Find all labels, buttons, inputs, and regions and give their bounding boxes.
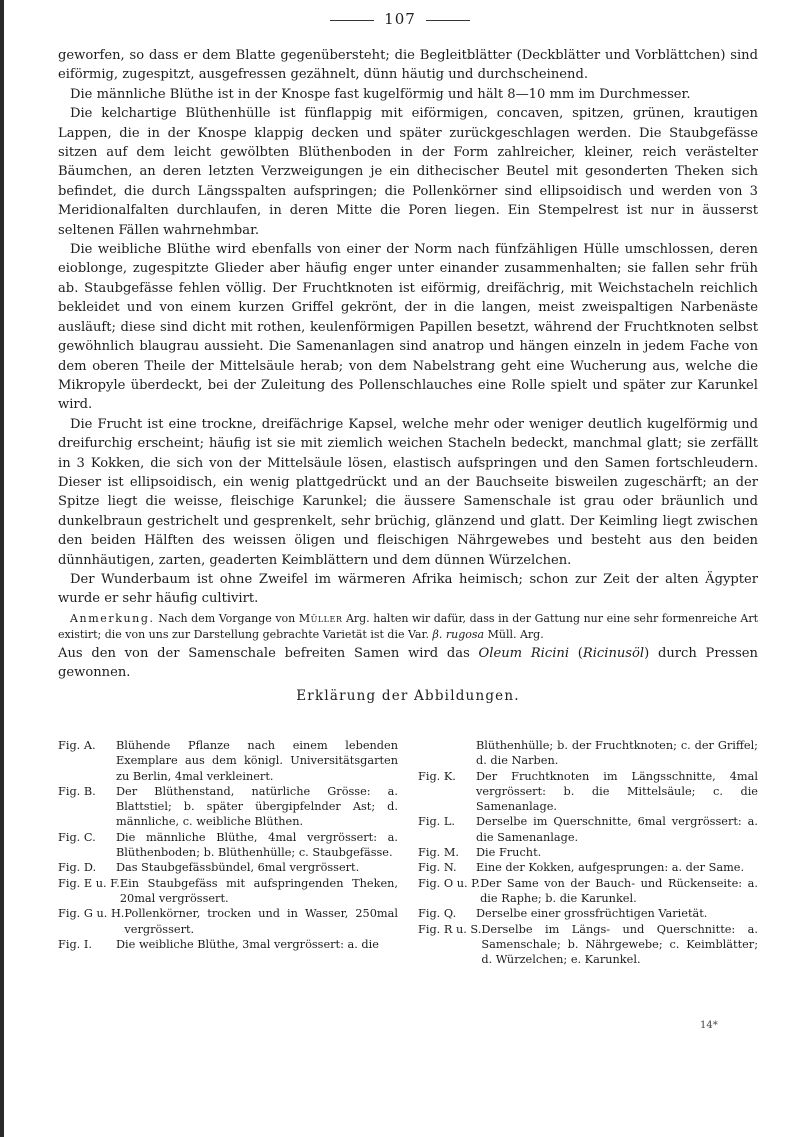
caption-label: Fig. N. [418,861,457,875]
caption-text: Die Frucht. [476,846,542,860]
caption-text: Blühende Pflanze nach einem lebenden Exemplare aus dem königl. Universitätsgarten zu Berlin, 4mal verkleinert. [116,739,398,783]
note-text-a: Nach dem Vorgange von [158,611,296,625]
caption-text: Das Staubgefässbündel, 6mal vergrössert. [116,861,360,875]
header-rule-right [426,20,470,21]
captions-title: Erklärung der Abbildungen. [296,687,520,704]
caption-label: Fig. I. [58,937,92,951]
caption-text: Der Same von der Bauch- und Rückenseite: a. die Raphe; b. die Karunkel. [480,876,758,905]
caption-item [58,784,398,830]
sheet-signature: 14* [700,1020,718,1031]
caption-item [58,738,398,784]
caption-text: Derselbe einer grossfrüchtigen Varietät. [476,907,708,921]
caption-item [58,906,398,937]
note-variety: β. rugosa [432,627,485,641]
figure-captions [58,738,758,967]
note-text-c: Müll. Arg. [487,627,544,641]
caption-text: Die männliche Blüthe, 4mal vergrössert: a. Blüthenboden; b. Blüthenhülle; c. Staubgefässe. [116,830,398,860]
caption-label: Fig. M. [418,846,460,860]
paragraph-1: geworfen, so dass er dem Blatte gegenübersteht; die Begleitblätter (Deckblätter und Vorblättchen) sind eiförmig, zugespitzt, ausgefressen gezähnelt, dünn häutig und durchscheinend. [58,48,758,83]
note-label: Anmerkung. [70,611,155,625]
paragraph-6: Der Wunderbaum ist ohne Zweifel im wärmeren Afrika heimisch; schon zur Zeit der alten Ägypter wurde er sehr häufig cultivirt. [58,571,758,607]
caption-item [418,906,758,921]
oil-text-b: durch Pressen gewonnen. [58,645,758,681]
caption-label: Fig. O u. P. [418,876,481,890]
caption-label: Fig. Q. [418,907,457,921]
caption-text: Eine der Kokken, aufgesprungen: a. der Same. [476,861,745,875]
caption-item [418,814,758,845]
caption-item [418,876,758,907]
caption-item [58,937,398,952]
oil-paragraph [58,644,758,683]
caption-text: Ein Staubgefäss mit aufspringenden Theken, 20mal vergrössert. [119,876,398,905]
paragraph-3: Die kelchartige Blüthenhülle ist fünflappig mit eiförmigen, concaven, spitzen, grünen, krautigen Lappen, die in der Knospe klappig decken und später zurückgeschlagen werden. Die Staubgefässe sitzen auf dem leicht gewölbten Blüthenboden in der Form zahlreicher, kleiner, reich verästelter Bäumchen, an deren letzten Verzweigungen je ein dithecischer Beutel mit gesonderten Theken sich befindet, die durch Längsspalten aufspringen; die Pollenkörner sind ellipsoidisch und werden von 3 Meridionalfalten durchlaufen, in deren Mitte die Poren liegen. Ein Stempelrest ist nur in äusserst seltenen Fällen wahrnehmbar. [58,106,758,238]
page-number: 107 [384,10,416,28]
caption-text: Pollenkörner, trocken und in Wasser, 250mal vergrössert. [124,907,398,936]
caption-text: Der Fruchtknoten im Längsschnitte, 4mal vergrössert: b. die Mittelsäule; c. die Samenanlage. [476,769,758,814]
caption-text: Derselbe im Querschnitte, 6mal vergrössert: a. die Samenanlage. [476,815,758,844]
oil-text-a: Aus den von der Samenschale befreiten Samen wird das [58,645,470,661]
oil-latin: Oleum Ricini [478,645,570,661]
page-header [0,10,800,28]
captions-right-column [418,738,758,967]
caption-label: Fig. C. [58,830,96,844]
caption-text: Derselbe im Längs- und Querschnitte: a. Samenschale; b. Nährgewebe; c. Keimblätter; d. Würzelchen; e. Karunkel. [481,922,758,967]
body-text [58,46,758,708]
paragraph-5: Die Frucht ist eine trockne, dreifächrige Kapsel, welche mehr oder weniger deutlich kugelförmig und dreifurchig erscheint; häufig ist sie mit ziemlich weichen Stacheln bedeckt, manchmal glatt; sie zerfällt in 3 Kokken, die sich von der Mittelsäule lösen, elastisch aufspringen und den Samen fortschleudern. Dieser ist ellipsoidisch, ein wenig plattgedrückt und an der Bauchseite bisweilen zugeschärft; an der Spitze liegt die weisse, fleischige Karunkel; die äussere Samenschale ist grau oder bräunlich und dunkelbraun gestrichelt und gesprenkelt, sehr brüchig, glänzend und glatt. Der Keimling liegt zwischen den beiden Hälften des weissen öligen und fleischigen Nährgewebes und besteht aus den beiden dünnhäutigen, zarten, geaderten Keimblättern und dem dünnen Würzelchen. [58,416,758,568]
caption-label [418,738,476,769]
caption-text: Der Blüthenstand, natürliche Grösse: a. Blattstiel; b. später übergipfelnder Ast; d. männliche, c. weibliche Blüthen. [116,784,398,829]
note-paragraph [58,611,758,643]
caption-label: Fig. A. [58,739,96,752]
caption-item [418,738,758,769]
caption-label: Fig. L. [418,815,455,829]
oil-paren-open: ( [577,645,583,661]
caption-item [418,769,758,815]
caption-item [58,876,398,907]
paragraph-4: Die weibliche Blüthe wird ebenfalls von einer der Norm nach fünfzähligen Hülle umschlossen, deren eioblonge, zugespitzte Glieder aber häufig enger unter einander zusammenhalten; sie fallen sehr früh ab. Staubgefässe fehlen völlig. Der Fruchtknoten ist eiförmig, dreifächrig, mit Weichstacheln reichlich bekleidet und von einem kurzen Griffel gekrönt, der in die langen, meist zweispaltigen Narbenäste ausläuft; diese sind dicht mit rothen, keulenförmigen Papillen besetzt, während der Fruchtknoten selbst gewöhnlich blaugrau aussieht. Die Samenanlagen sind anatrop und hängen einzeln in jedem Fache von dem oberen Theile der Mittelsäule herab; von dem Nabelstrang geht eine Wucherung aus, welche die Mikropyle überdeckt, bei der Zuleitung des Pollenschlauches eine Rolle spielt und später zur Karunkel wird. [58,242,758,413]
oil-german: Ricinusöl [582,645,645,661]
oil-paren-close: ) [644,645,650,661]
caption-label: Fig. E u. F. [58,876,120,890]
caption-label: Fig. G u. H. [58,907,125,921]
note-text-b: Arg. halten wir dafür, dass in der Gattung nur eine sehr formenreiche Art existirt; die von uns zur Darstellung gebrachte Varietät ist die Var. [58,611,759,641]
caption-label: Fig. K. [418,769,456,783]
note-author: Müller [298,611,343,625]
captions-left-column [58,738,398,967]
paragraph-2: Die männliche Blüthe ist in der Knospe fast kugelförmig und hält 8—10 mm im Durchmesser. [70,86,691,102]
caption-item [58,860,398,875]
caption-text: Blüthenhülle; b. der Fruchtknoten; c. der Griffel; d. die Narben. [476,739,758,768]
caption-label: Fig. D. [58,861,97,875]
caption-label: Fig. R u. S. [418,922,482,936]
caption-text: Die weibliche Blüthe, 3mal vergrössert: a. die [116,937,379,951]
caption-item [58,830,398,861]
caption-item [418,860,758,875]
caption-item [418,845,758,860]
caption-label: Fig. B. [58,784,96,798]
scan-edge [0,0,4,1137]
header-rule-left [330,20,374,21]
caption-item [418,922,758,968]
